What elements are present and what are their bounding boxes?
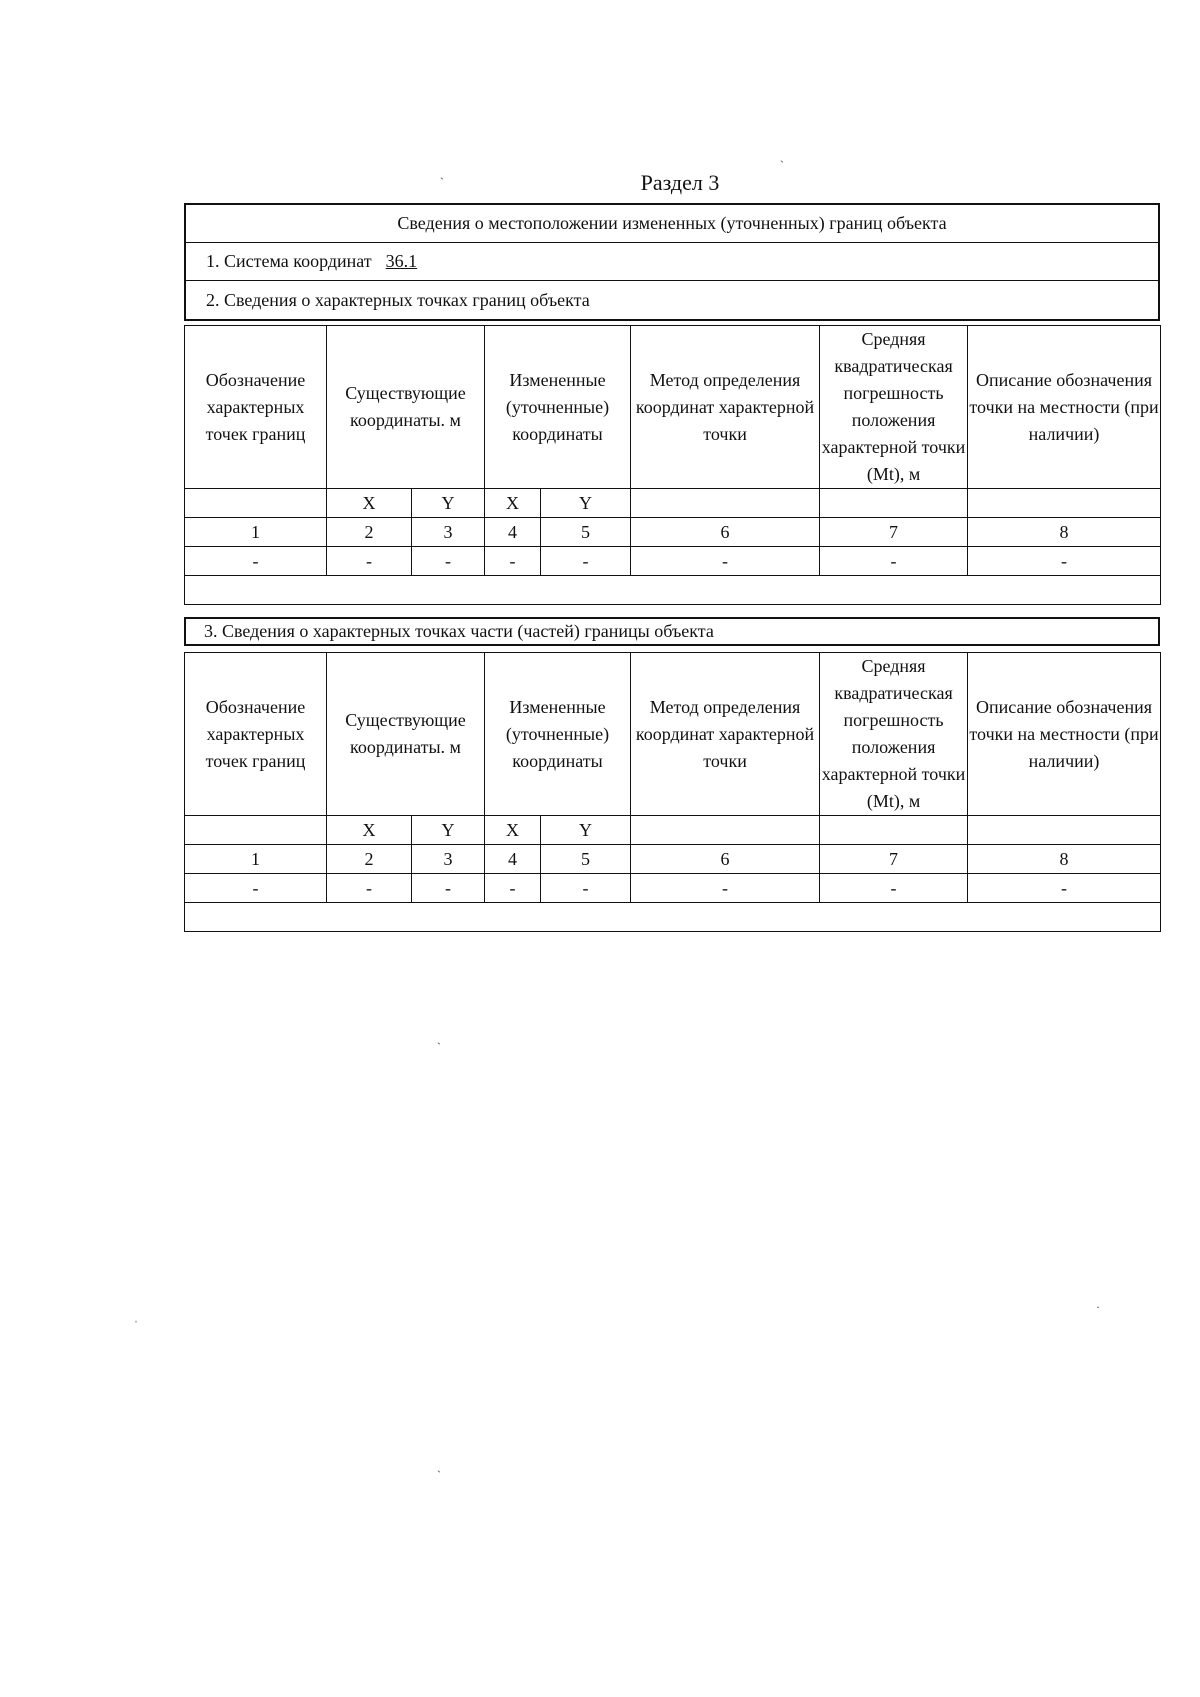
table-cell: - [327,874,412,903]
table-empty-row [185,576,1161,605]
axis-label: Y [412,816,485,845]
scan-speck: ˋ [440,175,444,189]
axis-label: X [327,489,412,518]
points-heading: 2. Сведения о характерных точках границ объекта [206,289,590,310]
header-method: Метод определения координат характерной точки [631,653,820,816]
header-mean-error: Средняя квадратическая погрешность положения характерной точки (Mt), м [820,326,968,489]
column-number: 5 [541,845,631,874]
table-cell: - [631,547,820,576]
axis-label: X [485,816,541,845]
axis-label: Y [412,489,485,518]
table-cell [968,816,1161,845]
table-empty-row [185,903,1161,932]
boundary-parts-table [184,652,1161,932]
column-number: 5 [541,518,631,547]
scan-speck: ˋ [437,1040,441,1054]
axis-label: Y [541,489,631,518]
scan-speck: · [1096,1300,1100,1314]
column-number: 3 [412,845,485,874]
table-cell: - [485,547,541,576]
header-changed-coords: Измененные (уточненные) координаты [485,653,631,816]
axis-label: X [485,489,541,518]
scan-speck: ˋ [780,158,784,172]
table-cell: - [412,874,485,903]
table-cell: - [820,547,968,576]
boundary-points-table [184,325,1161,605]
header-description: Описание обозначения точки на местности (при наличии) [968,326,1161,489]
axis-label: Y [541,816,631,845]
column-number: 7 [820,845,968,874]
header-changed-coords: Измененные (уточненные) координаты [485,326,631,489]
table-cell: - [820,874,968,903]
parts-heading: 3. Сведения о характерных точках части (частей) границы объекта [184,617,1160,646]
column-number: 8 [968,518,1161,547]
table-cell: - [185,874,327,903]
table-cell: - [327,547,412,576]
table-cell: - [541,547,631,576]
table-cell: - [541,874,631,903]
header-existing-coords: Существующие координаты. м [327,653,485,816]
header-mean-error: Средняя квадратическая погрешность положения характерной точки (Mt), м [820,653,968,816]
axis-label: X [327,816,412,845]
table-cell [631,489,820,518]
column-number: 2 [327,518,412,547]
table-cell [820,816,968,845]
coord-system-label: 1. Система координат [206,251,372,271]
column-number: 4 [485,518,541,547]
table-cell [631,816,820,845]
header-description: Описание обозначения точки на местности (при наличии) [968,653,1161,816]
column-number: 1 [185,845,327,874]
section-title-text: Раздел 3 [640,170,720,195]
table-cell [968,489,1161,518]
coord-system-row [186,243,1158,281]
table-cell: - [631,874,820,903]
column-number: 8 [968,845,1161,874]
column-number: 6 [631,518,820,547]
section-title [0,170,1200,196]
table-cell: - [185,547,327,576]
scan-speck: ˋ [437,1468,441,1482]
header-point-designation: Обозначение характерных точек границ [185,653,327,816]
info-box [184,203,1160,321]
header-existing-coords: Существующие координаты. м [327,326,485,489]
table-cell [185,489,327,518]
table-cell: - [485,874,541,903]
header-method: Метод определения координат характерной точки [631,326,820,489]
coord-system-value: 36.1 [385,251,418,271]
column-number: 2 [327,845,412,874]
table-cell [820,489,968,518]
column-number: 4 [485,845,541,874]
column-number: 7 [820,518,968,547]
column-number: 1 [185,518,327,547]
table-cell: - [968,547,1161,576]
column-number: 3 [412,518,485,547]
header-point-designation: Обозначение характерных точек границ [185,326,327,489]
column-number: 6 [631,845,820,874]
table-cell: - [412,547,485,576]
table-cell [185,816,327,845]
scan-speck: ˈ [134,1318,138,1332]
table-cell: - [968,874,1161,903]
info-heading: Сведения о местоположении измененных (уточненных) границ объекта [186,205,1158,243]
